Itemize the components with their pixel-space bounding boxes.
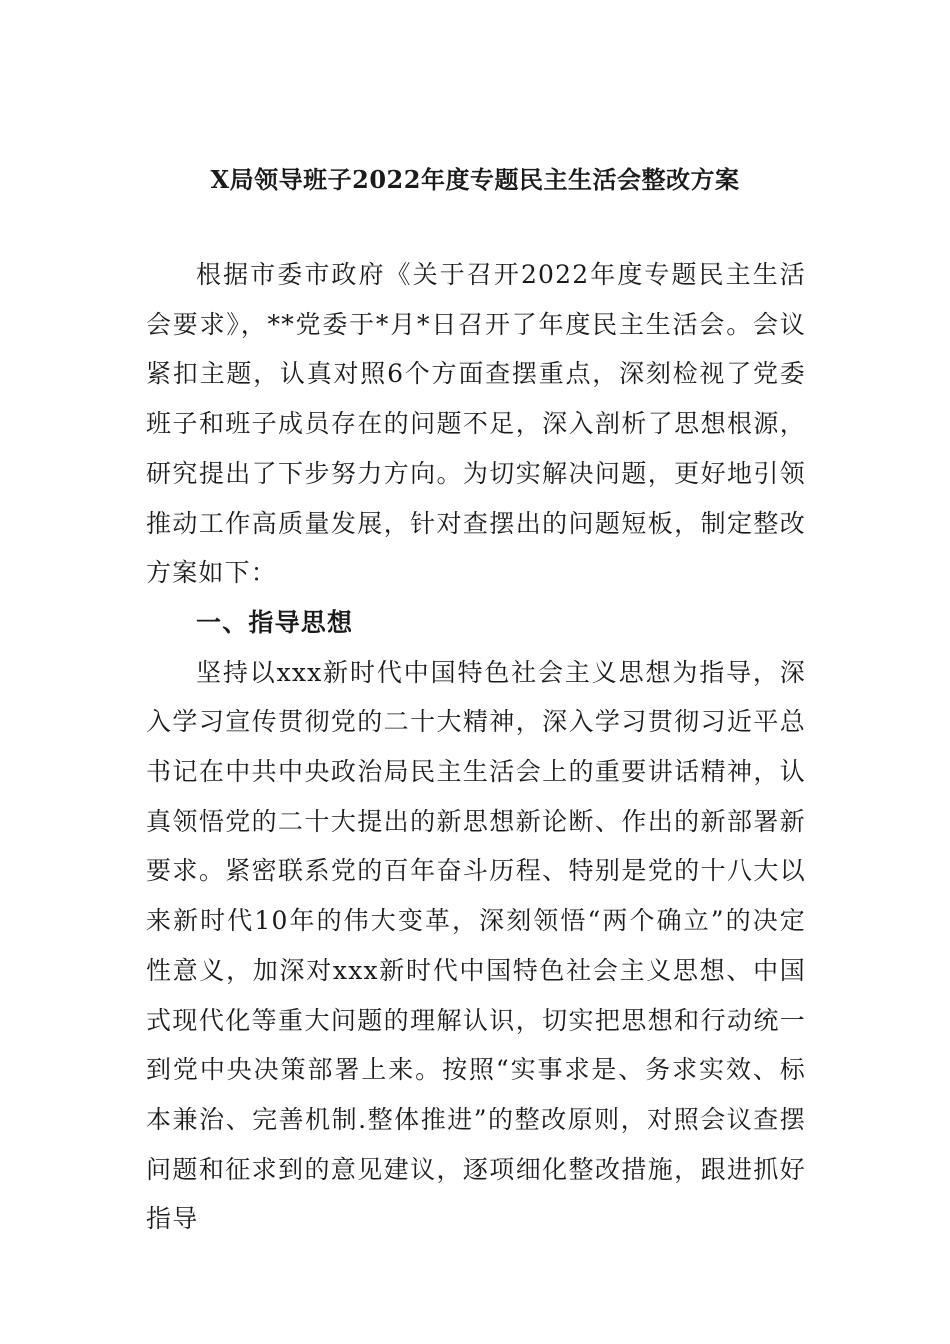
document-title: X局领导班子2022年度专题民主生活会整改方案 [210, 165, 740, 194]
intro-paragraph: 根据市委市政府《关于召开2022年度专题民主生活会要求》，**党委于*月*日召开了年度民主生活会。会议紧扣主题，认真对照6个方面查摆重点，深刻检视了党委班子和班子成员存在的问题不足，深入剖析了思想根源，研究提出了下步努力方向。为切实解决问题，更好地引领推动工作高质量发展，针对查摆出的问题短板，制定整改方案如下： [146, 260, 806, 588]
section-paragraph-guiding-thought: 坚持以xxx新时代中国特色社会主义思想为指导，深入学习宣传贯彻党的二十大精神，深入学习贯彻习近平总书记在中共中央政治局民主生活会上的重要讲话精神，认真领悟党的二十大提出的新思想新论断、作出的新部署新要求。紧密联系党的百年奋斗历程、特别是党的十八大以来新时代10年的伟大变革，深刻领悟“两个确立”的决定性意义，加深对xxx新时代中国特色社会主义思想、中国式现代化等重大问题的理解认识，切实把思想和行动统一到党中央决策部署上来。按照“实事求是、务求实效、标本兼治、完善机制.整体推进”的整改原则，对照会议查摆问题和征求到的意见建议，逐项细化整改措施，跟进抓好指导 [146, 657, 806, 1234]
section-heading-guiding-thought: 一、指导思想 [196, 607, 354, 637]
document-body [146, 250, 806, 1244]
